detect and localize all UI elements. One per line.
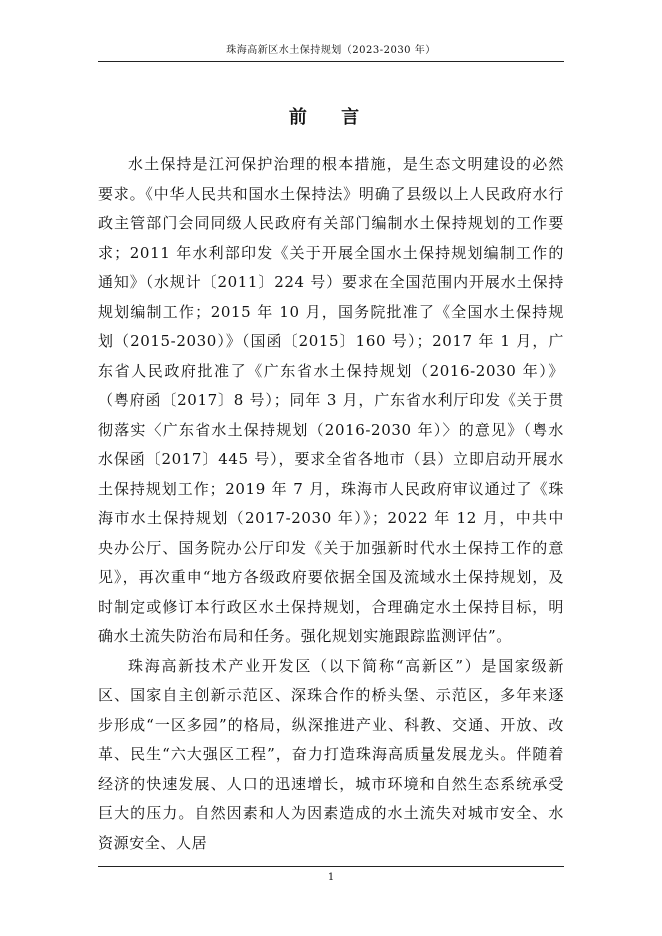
footer-divider xyxy=(98,866,564,867)
paragraph-1: 水土保持是江河保护治理的根本措施，是生态文明建设的必然要求。《中华人民共和国水土保持法》明确了县级以上人民政府水行政主管部门会同同级人民政府有关部门编制水土保持规划的工作要求；2011 年水利部印发《关于开展全国水土保持规划编制工作的通知》（水规计〔2011〕224 号）要求在全国范围内开展水土保持规划编制工作；2015 年 10 月，国务院批准了《全国水土保持规划（2015-2030）》（国函〔2015〕160 号）；2017 年 1 月，广东省人民政府批准了《广东省水土保持规划（2016-2030 年）》（粤府函〔2017〕8 号）；同年 3 月，广东省水利厅印发《关于贯彻落实〈广东省水土保持规划（2016-2030 年）〉的意见》（粤水水保函〔2017〕445 号），要求全省各地市（县）立即启动开展水土保持规划工作；2019 年 7 月，珠海市人民政府审议通过了《珠海市水土保持规划（2017-2030 年）》；2022 年 12 月，中共中央办公厅、国务院办公厅印发《关于加强新时代水土保持工作的意见》，再次重申“地方各级政府要依据全国及流域水土保持规划，及时制定或修订本行政区水土保持规划，合理确定水土保持目标，明确水土流失防治布局和任务。强化规划实施跟踪监测评估”。 xyxy=(98,155,564,645)
page-number: 1 xyxy=(327,872,335,883)
page-title: 前 言 xyxy=(288,107,374,128)
document-body xyxy=(98,150,564,858)
running-header: 珠海高新区水土保持规划（2023-2030 年） xyxy=(226,45,436,56)
header-divider xyxy=(98,61,564,62)
paragraph-2: 珠海高新技术产业开发区（以下简称“高新区”）是国家级新区、国家自主创新示范区、深珠合作的桥头堡、示范区，多年来逐步形成“一区多园”的格局，纵深推进产业、科教、交通、开放、改革、民生“六大强区工程”，奋力打造珠海高质量发展龙头。伴随着经济的快速发展、人口的迅速增长，城市环境和自然生态系统承受巨大的压力。自然因素和人为因素造成的水土流失对城市安全、水资源安全、人居 xyxy=(98,656,564,852)
